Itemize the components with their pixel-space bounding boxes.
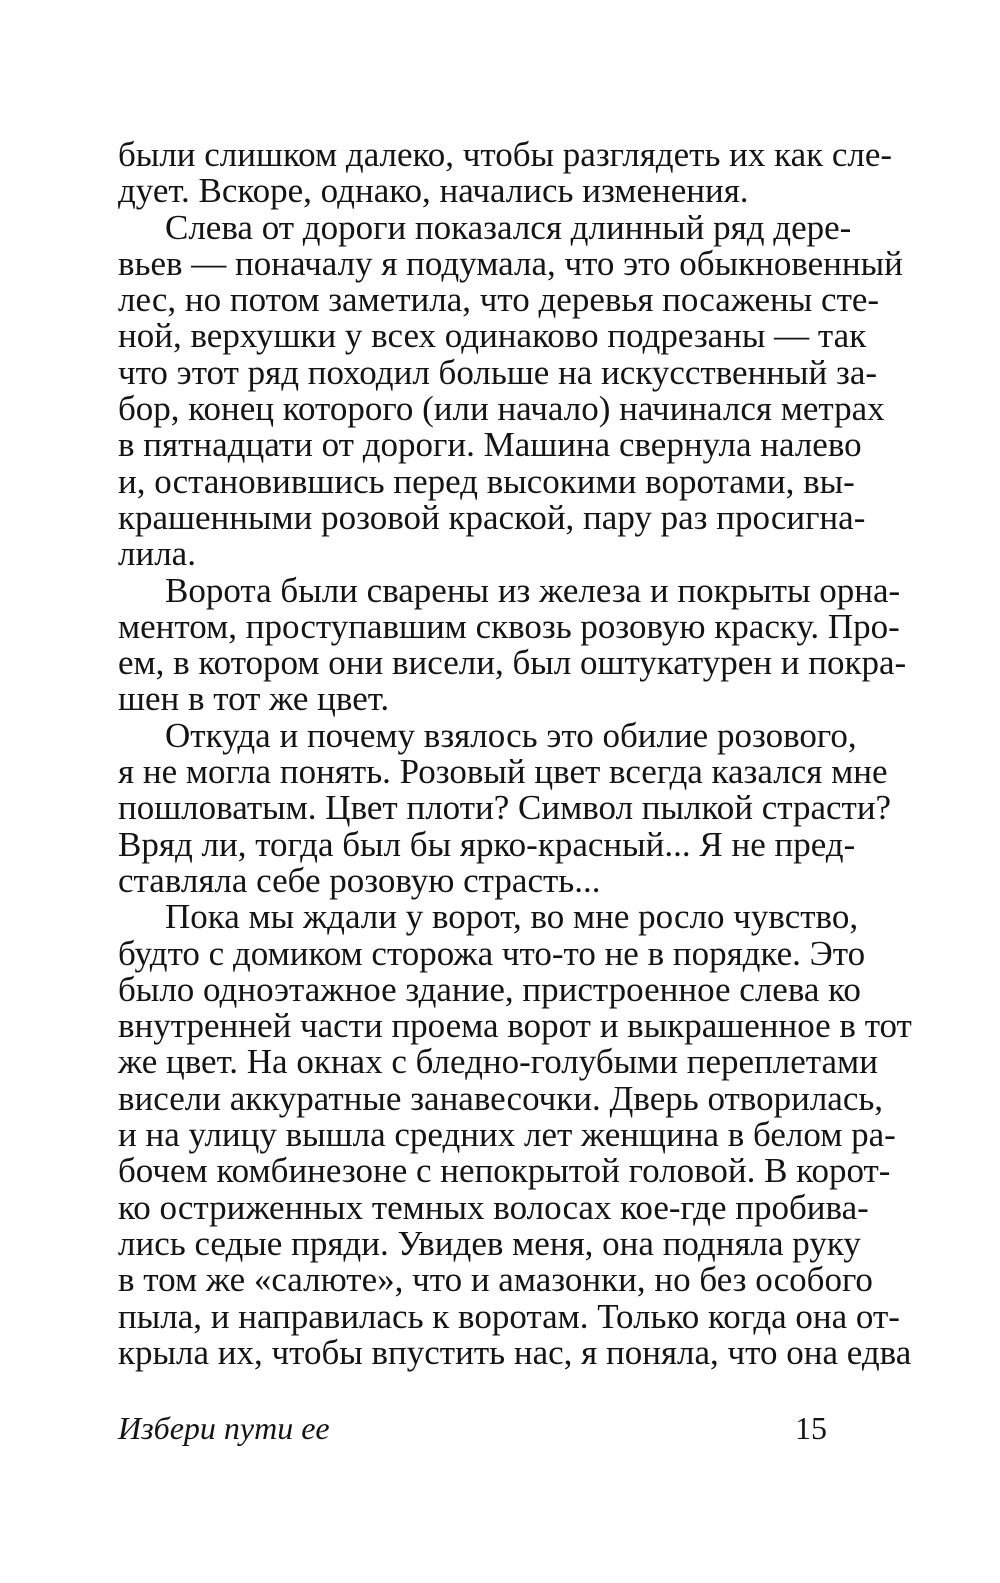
text-line: ем, в котором они висели, был оштукатурен и покра- — [118, 643, 907, 683]
text-line: ментом, проступавшим сквозь розовую краску. Про- — [118, 606, 900, 646]
text-line: шен в тот же цвет. — [118, 679, 390, 719]
text-line: в том же «салюте», что и амазонки, но без особого — [118, 1260, 873, 1300]
text-line: Откуда и почему взялось это обилие розового, — [165, 715, 857, 755]
text-line: же цвет. На окнах с бледно-голубыми переплетами — [118, 1042, 878, 1082]
page-number: 15 — [795, 1410, 827, 1446]
text-line: в пятнадцати от дороги. Машина свернула налево — [118, 425, 862, 465]
text-line: внутренней части проема ворот и выкрашенное в тот — [118, 1006, 912, 1046]
text-line: вьев — поначалу я подумала, что это обыкновенный — [118, 243, 903, 283]
text-line: крашенными розовой краской, пару раз просигна- — [118, 497, 866, 537]
text-line: крыла их, чтобы впустить нас, я поняла, что она едва — [118, 1332, 912, 1372]
text-line: и, остановившись перед высокими воротами, вы- — [118, 461, 855, 501]
text-line: ной, верхушки у всех одинаково подрезаны — так — [118, 316, 867, 356]
text-line: ставляла себе розовую страсть... — [118, 860, 601, 900]
text-line: что этот ряд походил больше на искусственный за- — [118, 352, 878, 392]
text-line: лес, но потом заметила, что деревья посажены сте- — [118, 280, 880, 320]
text-line: ко остриженных темных волосах кое-где пробива- — [118, 1187, 869, 1227]
text-line: будто с домиком сторожа что-то не в порядке. Это — [118, 933, 866, 973]
text-line: дует. Вскоре, однако, начались изменения. — [118, 171, 749, 211]
text-line: пыла, и направилась к воротам. Только когда она от- — [118, 1296, 900, 1336]
text-line: я не могла понять. Розовый цвет всегда казался мне — [118, 752, 888, 792]
running-title: Избери пути ее — [118, 1410, 330, 1446]
text-line: бочем комбинезоне с непокрытой головой. В корот- — [118, 1151, 891, 1191]
text-line: лила. — [118, 534, 196, 574]
text-line: висели аккуратные занавесочки. Дверь отворилась, — [118, 1078, 884, 1118]
text-line: Ворота были сварены из железа и покрыты орна- — [165, 570, 901, 610]
text-line: было одноэтажное здание, пристроенное слева ко — [118, 969, 861, 1009]
text-line: были слишком далеко, чтобы разглядеть их как сле- — [118, 135, 893, 174]
body-text — [118, 135, 912, 1372]
text-line: Пока мы ждали у ворот, во мне росло чувство, — [165, 897, 859, 937]
text-line: Слева от дороги показался длинный ряд дере- — [165, 207, 852, 247]
text-line: Вряд ли, тогда был бы ярко-красный... Я не пред- — [118, 824, 856, 864]
text-line: и на улицу вышла средних лет женщина в белом ра- — [118, 1115, 896, 1155]
text-line: лись седые пряди. Увидев меня, она подняла руку — [118, 1223, 861, 1263]
text-line: бор, конец которого (или начало) начинался метрах — [118, 389, 885, 429]
text-line: пошловатым. Цвет плоти? Символ пылкой страсти? — [118, 788, 892, 828]
